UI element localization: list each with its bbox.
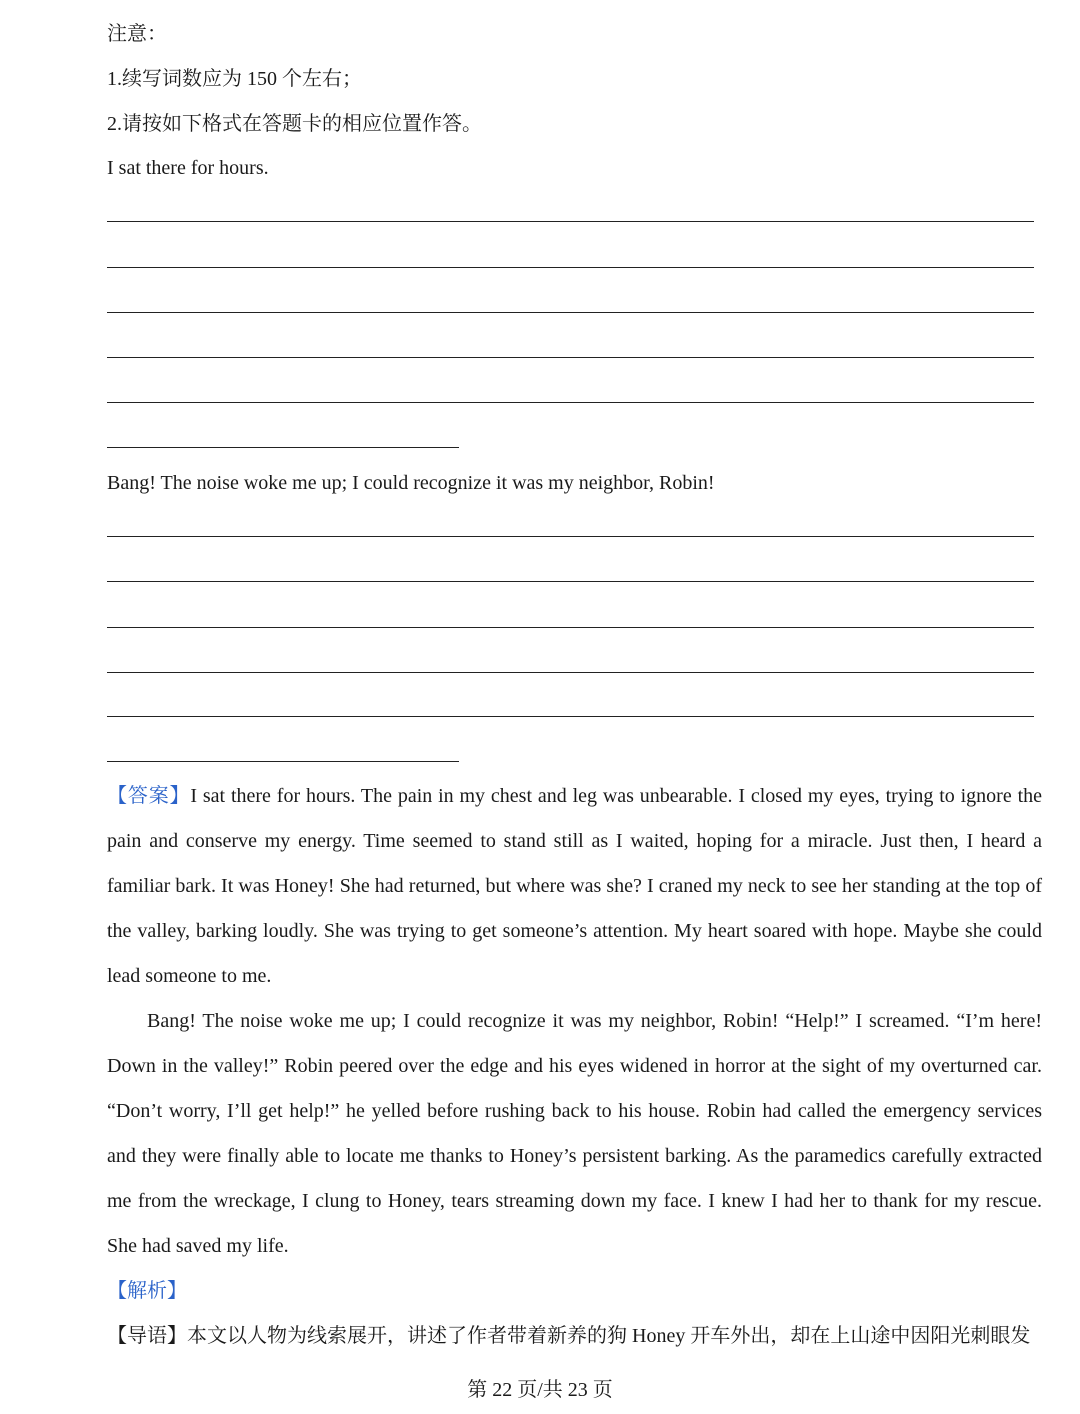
answer-line xyxy=(107,627,1034,628)
notes-item-1: 1.续写词数应为 150 个左右； xyxy=(107,68,362,90)
answer-line xyxy=(107,267,1034,268)
analysis-label: 【解析】 xyxy=(107,1280,187,1302)
answer-line xyxy=(107,357,1034,358)
guide-label: 【导语】 xyxy=(107,1325,187,1347)
answer-line-short xyxy=(107,761,459,762)
answer-line xyxy=(107,402,1034,403)
notes-item-2: 2.请按如下格式在答题卡的相应位置作答。 xyxy=(107,113,482,135)
answer-paragraph-2: Bang! The noise woke me up; I could recognize it was my neighbor, Robin! “Help!” I screamed. “I’m here! Down in the valley!” Robin peered over the edge and his eyes widened in horror at the sight of my overturned car. “Don’t worry, I’ll get help!” he yelled before rushing back to his house. Robin had called the emergency services and they were finally able to locate me thanks to Honey’s persistent barking. As the paramedics carefully extracted me from the wreckage, I clung to Honey, tears streaming down my face. I knew I had her to thank for my rescue. She had saved my life. xyxy=(107,1010,1042,1257)
answer-paragraph-1 xyxy=(107,774,1042,999)
paragraph2-start: Bang! The noise woke me up; I could recognize it was my neighbor, Robin! xyxy=(107,472,715,494)
page-footer: 第 22 页/共 23 页 xyxy=(467,1379,613,1401)
answer-line xyxy=(107,716,1034,717)
paragraph1-start: I sat there for hours. xyxy=(107,157,269,179)
guide-paragraph xyxy=(107,1314,1042,1359)
answer-line-short xyxy=(107,447,459,448)
answer-paragraph-1-text: I sat there for hours. The pain in my chest and leg was unbearable. I closed my eyes, trying to ignore the pain and conserve my energy. Time seemed to stand still as I waited, hoping for a miracle. Just then, I heard a familiar bark. It was Honey! She had returned, but where was she? I craned my neck to see her standing at the top of the valley, barking loudly. She was trying to get someone’s attention. My heart soared with hope. Maybe she could lead someone to me. xyxy=(107,785,1043,987)
answer-line xyxy=(107,221,1034,222)
answer-line xyxy=(107,312,1034,313)
answer-section xyxy=(107,774,1042,1359)
answer-line xyxy=(107,672,1034,673)
guide-text: 本文以人物为线索展开，讲述了作者带着新养的狗 Honey 开车外出，却在上山途中因阳光刺眼发 xyxy=(187,1325,1031,1347)
answer-line xyxy=(107,536,1034,537)
notes-heading: 注意： xyxy=(107,23,167,45)
answer-line xyxy=(107,581,1034,582)
analysis-heading xyxy=(107,1269,1042,1314)
answer-label: 【答案】 xyxy=(107,785,191,807)
